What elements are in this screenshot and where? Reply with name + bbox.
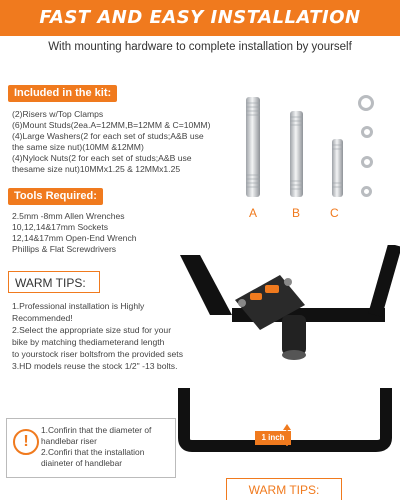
kit-line: (4)Nylock Nuts(2 for each set of studs;A&B use [12,153,192,163]
note-line: handlebar riser [41,436,97,446]
tools-line: 2.5mm -8mm Allen Wrenches [12,211,125,221]
warning-icon: ! [13,429,39,455]
note-line: diaineter of handlebar [41,458,123,468]
kit-heading: Included in the kit: [8,85,117,102]
kit-line: (4)Large Washers(2 for each set of studs;A&B use [12,131,204,141]
page-subtitle: With mounting hardware to complete installation by yourself [48,41,352,53]
kit-list [12,109,210,175]
warm-tip-line: 1.Professional installation is Highly [12,301,145,311]
warm-tip-line: 3.HD models reuse the stock 1/2" -13 bolts. [12,361,178,371]
tools-heading: Tools Required: [8,188,103,205]
stud-b [290,111,303,197]
tools-line: Phillips & Flat Screwdrivers [12,244,117,254]
handlebar-riser-image [170,245,400,375]
tools-list [12,211,137,255]
washer-icon [358,95,374,111]
note-line: 1.Confirin that the diameter of [41,425,152,435]
washer-icon [361,126,373,138]
stud-label-b: B [292,206,301,220]
warm-tip-line: to yourstock riser boltsfrom the provided sets [12,349,183,359]
kit-line: (2)Risers w/Top Clamps [12,109,104,119]
note-text [41,425,151,469]
warm-tip-line: Recommended! [12,313,73,323]
warm-tips-heading: WARM TIPS: [8,271,100,293]
note-box [6,418,176,478]
mount-studs-image [240,95,350,205]
note-line: 2.Confiri that the installation [41,447,145,457]
warm-tip-line: bike by matching thediameterand length [12,337,165,347]
stud-c [332,139,343,197]
kit-line: the same size nut)(10MM &12MM) [12,142,144,152]
kit-line: (6)Mount Studs(2ea.A=12MM,B=12MM & C=10MM) [12,120,211,130]
stud-a [246,97,260,197]
nut-icon [361,186,372,197]
tools-line: 10,12,14&17mm Sockets [12,222,109,232]
kit-line: thesame size nut)10MMx1.25 & 12MMx1.25 [12,164,181,174]
stud-label-c: C [330,206,339,220]
warm-tip-line: 2.Select the appropriate size stud for your [12,325,172,335]
warm-tips-bottom-heading: WARM TIPS: [226,478,342,500]
tools-line: 12,14&17mm Open-End Wrench [12,233,137,243]
warm-tips-list [12,300,183,372]
measure-label: 1 inch [255,431,291,445]
stud-label-a: A [249,206,258,220]
page-title: FAST AND EASY INSTALLATION [39,7,361,28]
nut-icon [361,156,373,168]
header-banner [0,0,400,36]
